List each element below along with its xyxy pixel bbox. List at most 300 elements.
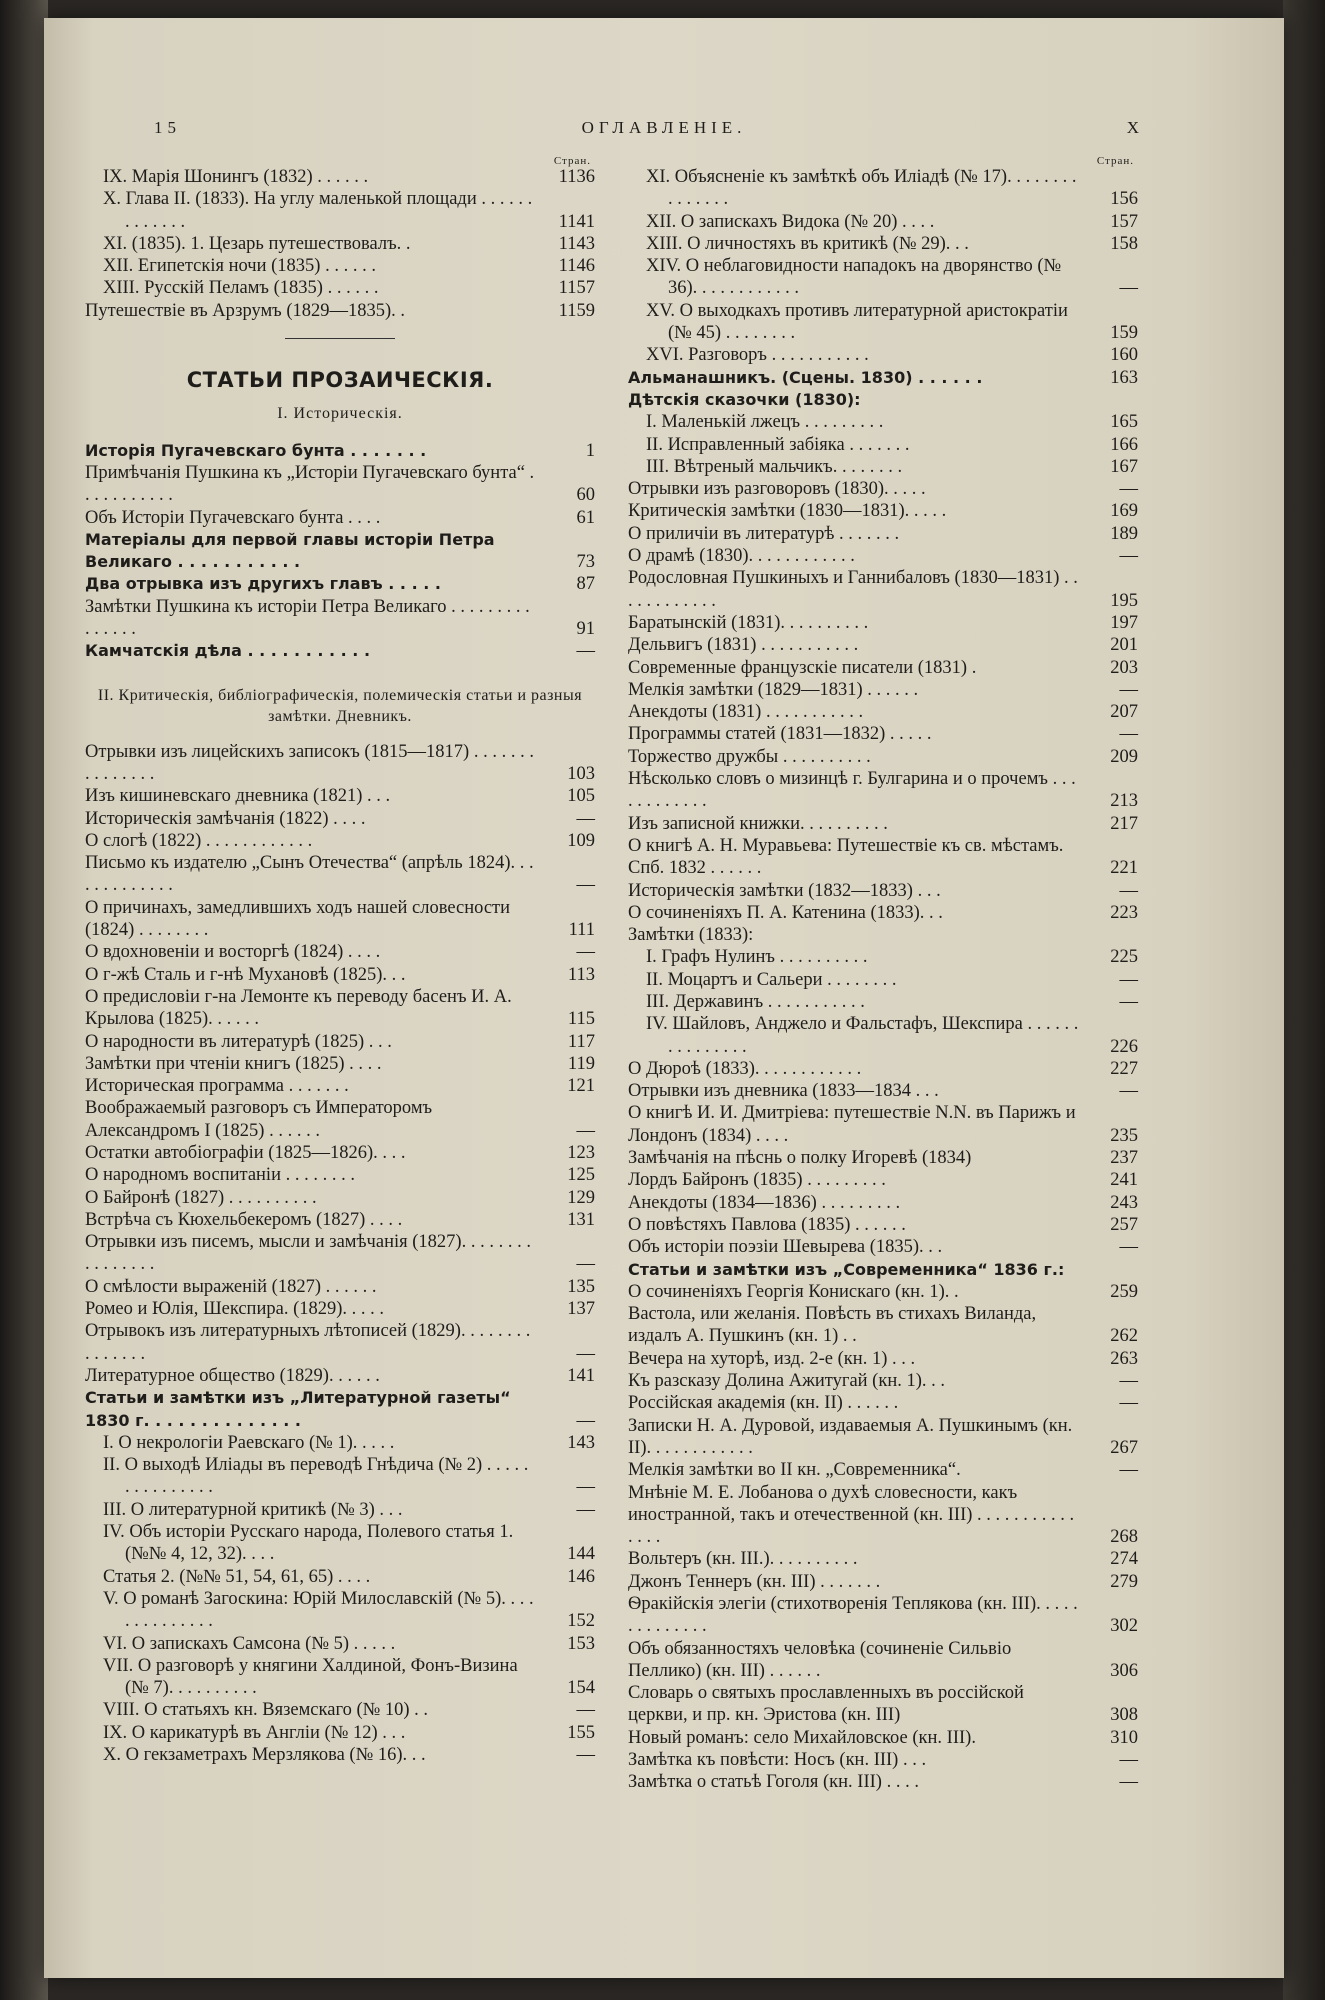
toc-entry-page: 137: [567, 1299, 595, 1320]
toc-entry: [85, 1454, 595, 1499]
toc-entry-title: О Байронѣ (1827) . . . . . . . . . .: [85, 1187, 317, 1208]
toc-entry: [628, 657, 1138, 679]
toc-entry-page: —: [576, 1343, 595, 1364]
toc-entry-page: 91: [576, 619, 595, 640]
toc-entry: [85, 1722, 595, 1744]
toc-entry: [85, 1432, 595, 1454]
toc-entry-title: Критическія замѣтки (1830—1831). . . . .: [628, 501, 947, 522]
toc-entry-page: 197: [1110, 612, 1138, 633]
toc-entry-page: 221: [1110, 858, 1138, 879]
toc-entry-page: 169: [1110, 501, 1138, 522]
toc-entry-title: IX. О карикатурѣ въ Англіи (№ 12) . . .: [103, 1722, 406, 1743]
toc-entry: [628, 1415, 1138, 1460]
toc-entry-title: XI. (1835). 1. Цезарь путешествовалъ. .: [103, 233, 411, 254]
toc-entry-title: XI. Объясненіе къ замѣткѣ объ Иліадѣ (№ 17). . . . . . . . . . . . . . .: [646, 167, 1077, 210]
toc-entry-page: —: [1119, 278, 1138, 299]
toc-entry-title: XIII. Русскій Пеламъ (1835) . . . . . .: [103, 278, 379, 299]
toc-entry: [628, 389, 1138, 411]
toc-entry-title: О драмѣ (1830). . . . . . . . . . . .: [628, 546, 855, 567]
toc-entry: [85, 1365, 595, 1387]
toc-entry-page: 1141: [558, 211, 595, 232]
toc-entry-page: —: [1119, 1750, 1138, 1771]
toc-entry-page: 267: [1110, 1437, 1138, 1458]
toc-entry-title: Записки Н. А. Дуровой, издаваемыя А. Пушкинымъ (кн. II). . . . . . . . . . . .: [628, 1415, 1073, 1458]
toc-entry-title: XII. Египетскія ночи (1835) . . . . . .: [103, 256, 376, 277]
toc-entry: [85, 1521, 595, 1566]
toc-entry-title: Дѣтскія сказочки (1830):: [628, 389, 861, 409]
toc-entry-title: Объ исторіи поэзіи Шевырева (1835). . .: [628, 1237, 943, 1258]
toc-entry-title: Исторія Пугачевскаго бунта . . . . . . .: [85, 440, 427, 460]
toc-entry-title: Замѣтки Пушкина къ исторіи Петра Великаго . . . . . . . . . . . . . . .: [85, 596, 530, 640]
toc-entry-page: 203: [1110, 657, 1138, 678]
toc-entry-title: XVI. Разговоръ . . . . . . . . . . .: [646, 345, 869, 366]
toc-entry-page: 61: [576, 507, 595, 528]
toc-entry: [628, 1147, 1138, 1169]
toc-entry-page: 213: [1110, 791, 1138, 812]
toc-entry: [628, 902, 1138, 924]
toc-entry: [628, 1303, 1138, 1348]
toc-entry: [85, 462, 595, 507]
toc-entry-page: 113: [567, 964, 595, 985]
toc-entry-title: О г-жѣ Сталь и г-нѣ Мухановѣ (1825). . .: [85, 964, 406, 985]
toc-entry-title: II. Исправленный забіяка . . . . . . .: [646, 434, 910, 455]
toc-entry-page: 257: [1110, 1214, 1138, 1235]
toc-entry: [628, 1259, 1138, 1281]
toc-entry-page: 1146: [558, 256, 595, 277]
toc-entry: [85, 255, 595, 277]
toc-entry-page: 117: [567, 1031, 595, 1052]
toc-entry: [85, 640, 595, 662]
toc-entry-title: Камчатскія дѣла . . . . . . . . . . .: [85, 641, 371, 661]
toc-entry-page: —: [576, 1499, 595, 1520]
toc-entry-title: Баратынскій (1831). . . . . . . . . .: [628, 612, 869, 633]
toc-entry-page: 135: [567, 1276, 595, 1297]
toc-entry-title: IV. Объ исторіи Русскаго народа, Полевого статья 1. (№№ 4, 12, 32). . . .: [103, 1522, 514, 1565]
toc-entry-page: 125: [567, 1165, 595, 1186]
toc-entry: [628, 1771, 1138, 1793]
toc-entry-page: —: [576, 875, 595, 896]
toc-entry: [628, 1013, 1138, 1058]
toc-entry-title: I. О некрологіи Раевскаго (№ 1). . . . .: [103, 1432, 395, 1453]
toc-entry-page: —: [1119, 991, 1138, 1012]
toc-entry-title: Встрѣча съ Кюхельбекеромъ (1827) . . . .: [85, 1209, 403, 1230]
toc-entry-title: Примѣчанія Пушкина къ „Исторіи Пугачевскаго бунта“ . . . . . . . . . . .: [85, 462, 535, 506]
toc-entry: [628, 701, 1138, 723]
toc-entry: [628, 545, 1138, 567]
toc-entry-page: 115: [567, 1009, 595, 1030]
toc-entry-page: 241: [1110, 1170, 1138, 1191]
toc-entry-title: Путешествіе въ Арзрумъ (1829—1835). .: [85, 300, 406, 321]
toc-entry-title: X. Глава II. (1833). На углу маленькой площади . . . . . . . . . . . . .: [103, 189, 533, 232]
toc-entry-page: —: [1119, 679, 1138, 700]
column-page-label: Стран.: [1096, 155, 1134, 167]
toc-entry: [628, 813, 1138, 835]
toc-entry-title: Литературное общество (1829). . . . . .: [85, 1365, 380, 1386]
toc-entry: [628, 634, 1138, 656]
toc-entry-page: 146: [567, 1566, 595, 1587]
toc-entry-page: 225: [1110, 947, 1138, 968]
toc-entry-title: Статья 2. (№№ 51, 54, 61, 65) . . . .: [103, 1566, 371, 1587]
toc-entry: [628, 456, 1138, 478]
toc-entry-page: 159: [1110, 323, 1138, 344]
toc-entry-title: Историческія замѣтки (1832—1833) . . .: [628, 880, 941, 901]
toc-entry-title: Ѳракійскія элегіи (стихотворенія Теплякова (кн. III). . . . . . . . . . . . . .: [628, 1594, 1078, 1637]
toc-entry-title: Изъ кишиневскаго дневника (1821) . . .: [85, 786, 391, 807]
toc-entry-page: 279: [1110, 1571, 1138, 1592]
toc-entry-title: VI. О запискахъ Самсона (№ 5) . . . . .: [103, 1633, 396, 1654]
toc-entry: [85, 233, 595, 255]
toc-entry: [628, 567, 1138, 612]
toc-entry-page: 109: [567, 830, 595, 851]
toc-entry-title: Новый романъ: село Михайловское (кн. III).: [628, 1727, 976, 1748]
toc-entry-title: О вдохновеніи и восторгѣ (1824) . . . .: [85, 942, 381, 963]
toc-entry-title: Замѣчанія на пѣснь о полку Игоревѣ (1834): [628, 1148, 972, 1169]
toc-entry: [85, 1320, 595, 1365]
toc-entry: [628, 1169, 1138, 1191]
toc-entry: [628, 411, 1138, 433]
toc-entry-title: Остатки автобіографіи (1825—1826). . . .: [85, 1142, 406, 1163]
toc-entry: [628, 1392, 1138, 1414]
toc-entry: [628, 1459, 1138, 1481]
toc-entry-title: Вольтеръ (кн. III.). . . . . . . . . .: [628, 1549, 858, 1570]
toc-entry: [85, 1164, 595, 1186]
toc-entry-title: III. О литературной критикѣ (№ 3) . . .: [103, 1499, 403, 1520]
toc-entry: [85, 596, 595, 641]
toc-entry-page: —: [1119, 724, 1138, 745]
toc-entry-title: О причинахъ, замедлившихъ ходъ нашей словесности (1824) . . . . . . . .: [85, 897, 511, 941]
subsection-heading-historical: I. Историческія.: [277, 405, 403, 423]
toc-entry: [85, 1699, 595, 1721]
toc-entry: [85, 1142, 595, 1164]
toc-entry-page: 1143: [558, 233, 595, 254]
toc-entry-title: Объ Исторіи Пугачевскаго бунта . . . .: [85, 507, 381, 528]
toc-entry: [628, 1058, 1138, 1080]
toc-entry-title: Отрывки изъ разговоровъ (1830). . . . .: [628, 479, 926, 500]
toc-entry-page: 274: [1110, 1549, 1138, 1570]
toc-entry-title: О сочиненіяхъ Георгія Конискаго (кн. 1). .: [628, 1281, 959, 1302]
toc-entry: [85, 830, 595, 852]
toc-entry-title: Два отрывка изъ другихъ главъ . . . . .: [85, 574, 441, 594]
toc-entry-title: О книгѣ А. Н. Муравьева: Путешествіе къ св. мѣстамъ. Спб. 1832 . . . . . .: [628, 835, 1064, 879]
toc-entry: [628, 946, 1138, 968]
toc-entry: [628, 523, 1138, 545]
toc-entry-page: 235: [1110, 1125, 1138, 1146]
toc-entry-page: —: [1119, 1460, 1138, 1481]
toc-entry-page: —: [576, 942, 595, 963]
toc-entry-page: 152: [567, 1611, 595, 1632]
toc-entry-title: III. Вѣтреный мальчикъ. . . . . . . .: [646, 456, 903, 477]
toc-entry-title: Словарь о святыхъ прославленныхъ въ россійской церкви, и пр. кн. Эристова (кн. III): [628, 1683, 1024, 1726]
toc-entry-title: Отрывки изъ писемъ, мысли и замѣчанія (1827). . . . . . . . . . . . . . . .: [85, 1232, 531, 1275]
toc-entry-page: 189: [1110, 523, 1138, 544]
toc-entry-title: I. Графъ Нулинъ . . . . . . . . . .: [646, 947, 868, 968]
page-edge-shadow: [1283, 0, 1325, 2000]
toc-entry-page: 153: [567, 1633, 595, 1654]
toc-entry-page: 201: [1110, 635, 1138, 656]
toc-entry-page: —: [576, 1745, 595, 1765]
toc-entry: [628, 1192, 1138, 1214]
toc-entry: [85, 1588, 595, 1633]
toc-entry-page: 143: [567, 1432, 595, 1453]
toc-entry-page: 165: [1110, 412, 1138, 433]
toc-entry: [628, 1370, 1138, 1392]
toc-entry-page: 1: [585, 440, 595, 461]
toc-entry-title: Статьи и замѣтки изъ „Литературной газеты“ 1830 г. . . . . . . . . . . . . .: [85, 1388, 511, 1430]
toc-entry-page: —: [1119, 1237, 1138, 1258]
toc-entry: [85, 1031, 595, 1053]
toc-entry-page: 163: [1110, 367, 1138, 388]
toc-entry-page: 144: [567, 1544, 595, 1565]
toc-entry: [85, 1499, 595, 1521]
toc-entry-page: 166: [1110, 434, 1138, 455]
toc-entry-page: —: [1119, 1772, 1138, 1793]
toc-entry-page: 209: [1110, 746, 1138, 767]
toc-entry-title: XII. О запискахъ Видока (№ 20) . . . .: [646, 211, 935, 232]
toc-entry: [628, 367, 1138, 389]
toc-entry-title: IV. Шайловъ, Анджело и Фальстафъ, Шекспира . . . . . . . . . . . . . . .: [646, 1014, 1079, 1057]
toc-entry: [85, 1209, 595, 1231]
toc-entry-title: Анекдоты (1831) . . . . . . . . . . .: [628, 702, 864, 723]
toc-entry-title: Историческія замѣчанія (1822) . . . .: [85, 808, 366, 829]
toc-entry-page: —: [1119, 1081, 1138, 1102]
toc-entry-title: Программы статей (1831—1832) . . . . .: [628, 724, 932, 745]
toc-entry-page: 121: [567, 1076, 595, 1097]
toc-entry: [628, 746, 1138, 768]
toc-entry: [628, 211, 1138, 233]
toc-entry-page: 157: [1110, 211, 1138, 232]
toc-list-left-top: [85, 166, 595, 322]
toc-entry-page: 1159: [558, 300, 595, 321]
toc-entry-page: 263: [1110, 1348, 1138, 1369]
toc-right-column: [628, 150, 1138, 1794]
toc-entry-title: О книгѣ И. И. Дмитріева: путешествіе N.N. въ Парижъ и Лондонъ (1834) . . . .: [628, 1103, 1076, 1146]
toc-entry: [85, 1276, 595, 1298]
toc-entry-title: Современные французскіе писатели (1831) .: [628, 657, 977, 678]
toc-entry-page: 123: [567, 1142, 595, 1163]
toc-entry-page: 268: [1110, 1527, 1138, 1548]
toc-entry-page: —: [1119, 479, 1138, 500]
toc-entry-page: 87: [576, 574, 595, 595]
toc-entry: [85, 1298, 595, 1320]
toc-entry: [85, 300, 595, 322]
toc-entry-title: Замѣтка къ повѣсти: Носъ (кн. III) . . .: [628, 1750, 927, 1771]
toc-entry-title: Лордъ Байронъ (1835) . . . . . . . . .: [628, 1170, 886, 1191]
toc-entry: [85, 852, 595, 897]
toc-entry: [85, 1744, 595, 1766]
toc-entry-page: 308: [1110, 1705, 1138, 1726]
toc-entry-page: 243: [1110, 1192, 1138, 1213]
toc-entry-title: О смѣлости выраженій (1827) . . . . . .: [85, 1276, 377, 1297]
toc-entry: [85, 964, 595, 986]
toc-entry-title: Анекдоты (1834—1836) . . . . . . . . .: [628, 1192, 901, 1213]
toc-entry-page: 217: [1110, 813, 1138, 834]
toc-entry-page: —: [576, 1477, 595, 1498]
toc-entry: [85, 1187, 595, 1209]
toc-entry: [85, 808, 595, 830]
page-number-right: X: [1126, 118, 1144, 137]
toc-entry-page: 141: [567, 1365, 595, 1386]
toc-entry: [628, 1638, 1138, 1683]
toc-entry-title: Вастола, или желанія. Повѣсть въ стихахъ Виланда, издалъ А. Пушкинъ (кн. 1) . .: [628, 1304, 1037, 1347]
toc-entry-page: 111: [568, 920, 595, 941]
toc-entry-page: 155: [567, 1722, 595, 1743]
toc-entry-page: 167: [1110, 456, 1138, 477]
toc-entry-title: О предисловіи г-на Лемонте къ переводу басенъ И. А. Крылова (1825). . . . . .: [85, 986, 512, 1030]
toc-entry-title: Нѣсколько словъ о мизинцѣ г. Булгарина и о прочемъ . . . . . . . . . . . .: [628, 769, 1076, 812]
toc-entry: [628, 924, 1138, 946]
toc-entry-page: 154: [567, 1678, 595, 1699]
toc-entry: [85, 188, 595, 233]
toc-entry: [628, 1348, 1138, 1370]
toc-entry: [628, 723, 1138, 745]
toc-entry: [628, 1281, 1138, 1303]
toc-entry-title: Россійская академія (кн. II) . . . . . .: [628, 1393, 899, 1414]
toc-entry: [85, 1075, 595, 1097]
toc-entry-page: —: [576, 1700, 595, 1721]
toc-entry-title: XIV. О неблаговидности нападокъ на дворянство (№ 36). . . . . . . . . . . .: [646, 256, 1062, 299]
toc-entry-page: 103: [567, 763, 595, 784]
toc-entry-title: О народности въ литературѣ (1825) . . .: [85, 1031, 392, 1052]
toc-entry-page: —: [1119, 1371, 1138, 1392]
toc-entry: [628, 768, 1138, 813]
toc-entry-title: I. Маленькій лжецъ . . . . . . . . .: [646, 412, 884, 433]
toc-entry: [85, 1655, 595, 1700]
toc-entry: [628, 612, 1138, 634]
toc-entry: [85, 1633, 595, 1655]
toc-entry-page: 60: [576, 485, 595, 506]
toc-entry: [628, 1482, 1138, 1549]
toc-entry-page: —: [1119, 969, 1138, 990]
toc-entry: [628, 1214, 1138, 1236]
toc-entry: [628, 300, 1138, 345]
toc-entry-title: Объ обязанностяхъ человѣка (сочиненіе Сильвіо Пеллико) (кн. III) . . . . . .: [628, 1638, 1012, 1681]
toc-entry-page: 207: [1110, 702, 1138, 723]
toc-entry-title: Мнѣніе М. Е. Лобанова о духѣ словесности, какъ иностранной, такъ и отечественной (кн. III) . . . . . . . . . . . . . . .: [628, 1482, 1075, 1548]
toc-entry-title: О приличіи въ литературѣ . . . . . . .: [628, 523, 900, 544]
toc-left-column: [85, 150, 595, 1766]
toc-entry: [85, 1053, 595, 1075]
toc-entry-page: —: [576, 641, 595, 662]
toc-entry: [628, 969, 1138, 991]
toc-entry: [85, 897, 595, 942]
toc-entry-title: Мелкія замѣтки (1829—1831) . . . . . .: [628, 679, 919, 700]
toc-entry: [628, 1593, 1138, 1638]
toc-entry-title: О слогѣ (1822) . . . . . . . . . . . .: [85, 830, 313, 851]
toc-entry: [85, 1387, 595, 1432]
toc-entry-page: 1157: [558, 278, 595, 299]
toc-entry: [628, 434, 1138, 456]
toc-entry-title: Родословная Пушкиныхъ и Ганнибаловъ (1830—1831) . . . . . . . . . . . .: [628, 568, 1078, 611]
toc-entry: [628, 679, 1138, 701]
toc-entry-page: 310: [1110, 1727, 1138, 1748]
toc-entry-title: II. О выходѣ Иліады въ переводѣ Гнѣдича (№ 2) . . . . . . . . . . . . . . .: [103, 1455, 529, 1498]
toc-entry-page: 237: [1110, 1148, 1138, 1169]
page-title: ОГЛАВЛЕНІЕ.: [581, 118, 747, 137]
toc-entry: [628, 1571, 1138, 1593]
toc-entry: [85, 785, 595, 807]
toc-entry: [85, 986, 595, 1031]
toc-entry-title: V. О романѣ Загоскина: Юрій Милославскій (№ 5). . . . . . . . . . . . . .: [103, 1588, 534, 1632]
toc-entry-title: Отрывки изъ лицейскихъ записокъ (1815—1817) . . . . . . . . . . . . . . .: [85, 741, 534, 784]
toc-entry-title: Джонъ Теннеръ (кн. III) . . . . . . .: [628, 1571, 881, 1592]
toc-entry: [628, 478, 1138, 500]
toc-entry-title: О народномъ воспитаніи . . . . . . . .: [85, 1165, 355, 1186]
toc-entry-page: —: [576, 1254, 595, 1275]
toc-entry-title: Вечера на хуторѣ, изд. 2-е (кн. 1) . . .: [628, 1348, 916, 1369]
column-page-label: Стран.: [553, 155, 591, 167]
toc-entry: [628, 1727, 1138, 1749]
toc-entry: [85, 573, 595, 595]
toc-entry-title: II. Моцартъ и Сальери . . . . . . . .: [646, 969, 897, 990]
toc-entry-page: —: [1119, 880, 1138, 901]
toc-entry: [85, 741, 595, 786]
toc-entry-page: 302: [1110, 1616, 1138, 1637]
page-number-left: 15: [154, 118, 181, 137]
toc-entry: [628, 835, 1138, 880]
toc-entry-title: IX. Марія Шонингъ (1832) . . . . . .: [103, 167, 369, 187]
toc-entry: [628, 991, 1138, 1013]
toc-entry-page: —: [1119, 1393, 1138, 1414]
toc-entry-title: О Дюроѣ (1833). . . . . . . . . . . .: [628, 1058, 862, 1079]
toc-entry: [628, 1236, 1138, 1258]
toc-entry-title: Письмо къ издателю „Сынъ Отечества“ (апрѣль 1824). . . . . . . . . . . . .: [85, 853, 534, 896]
toc-entry: [85, 941, 595, 963]
toc-entry-page: 306: [1110, 1660, 1138, 1681]
toc-entry: [628, 233, 1138, 255]
toc-entry: [628, 166, 1138, 211]
toc-entry-title: Замѣтка о статьѣ Гоголя (кн. III) . . . .: [628, 1772, 919, 1793]
toc-entry-page: —: [576, 1120, 595, 1141]
toc-entry: [628, 344, 1138, 366]
toc-entry: [628, 1749, 1138, 1771]
toc-entry-page: 160: [1110, 345, 1138, 366]
toc-entry: [85, 166, 595, 188]
toc-entry-page: 227: [1110, 1058, 1138, 1079]
toc-entry-title: О сочиненіяхъ П. А. Катенина (1833). . .: [628, 902, 943, 923]
section-heading: СТАТЬИ ПРОЗАИЧЕСКІЯ.: [186, 368, 494, 393]
divider-rule: [285, 338, 395, 339]
toc-entry-page: 73: [576, 552, 595, 573]
toc-list-historical: [85, 440, 595, 663]
toc-entry: [628, 1102, 1138, 1147]
toc-entry-page: 226: [1110, 1036, 1138, 1057]
toc-entry-title: Мелкія замѣтки во II кн. „Современника“.: [628, 1460, 961, 1481]
toc-entry: [628, 1080, 1138, 1102]
toc-entry: [85, 529, 595, 574]
toc-entry-page: 259: [1110, 1281, 1138, 1302]
toc-entry-title: III. Державинъ . . . . . . . . . . .: [646, 991, 865, 1012]
toc-entry-page: 158: [1110, 233, 1138, 254]
toc-list-right: [628, 166, 1138, 1794]
toc-list-critical: [85, 741, 595, 1767]
toc-entry-title: Альманашникъ. (Сцены. 1830) . . . . . .: [628, 367, 983, 387]
toc-entry-title: Ромео и Юлія, Шекспира. (1829). . . . .: [85, 1299, 385, 1320]
toc-entry-page: 129: [567, 1187, 595, 1208]
toc-entry-title: Изъ записной книжки. . . . . . . . . .: [628, 813, 888, 834]
toc-entry-page: 119: [567, 1053, 595, 1074]
toc-entry-title: Воображаемый разговоръ съ Императоромъ Александромъ I (1825) . . . . . .: [85, 1098, 433, 1141]
toc-entry-title: XIII. О личностяхъ въ критикѣ (№ 29). . .: [646, 233, 969, 254]
toc-entry: [628, 1548, 1138, 1570]
toc-entry: [85, 440, 595, 462]
toc-entry: [85, 277, 595, 299]
toc-entry-title: Статьи и замѣтки изъ „Современника“ 1836 г.:: [628, 1259, 1065, 1279]
running-header: [104, 118, 1224, 148]
toc-entry-title: Историческая программа . . . . . . .: [85, 1076, 349, 1097]
toc-entry-page: 195: [1110, 590, 1138, 611]
toc-entry-page: —: [576, 808, 595, 829]
toc-entry-title: Дельвигъ (1831) . . . . . . . . . . .: [628, 635, 859, 656]
